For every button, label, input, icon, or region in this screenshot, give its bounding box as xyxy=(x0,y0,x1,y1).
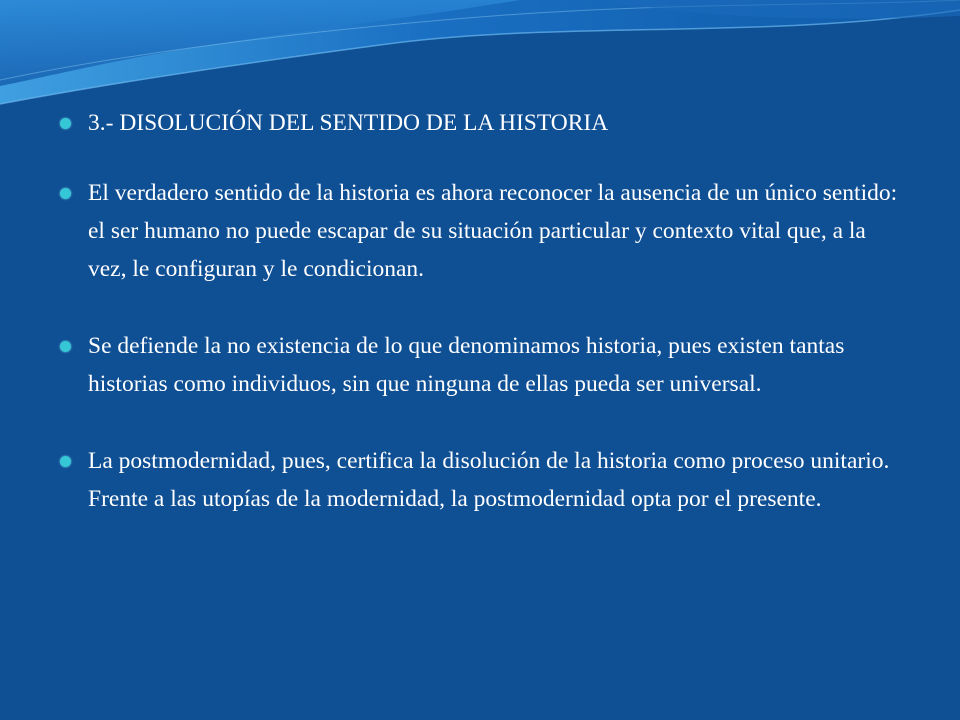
round-bullet-icon xyxy=(60,456,71,467)
bullet-heading xyxy=(60,104,910,142)
bullet-item-2 xyxy=(60,327,910,403)
header-wave-decoration xyxy=(0,0,960,120)
bullet-item-text: Se defiende la no existencia de lo que denominamos historia, pues existen tantas historias como individuos, sin que ninguna de ellas pueda ser universal. xyxy=(88,333,845,397)
round-bullet-icon xyxy=(60,188,71,199)
round-bullet-icon xyxy=(60,118,71,129)
bullet-item-3 xyxy=(60,442,910,518)
bullet-list xyxy=(60,104,910,518)
bullet-item-text: La postmodernidad, pues, certifica la disolución de la historia como proceso unitario. Frente a las utopías de la modernidad, la postmodernidad opta por el presente. xyxy=(88,448,890,512)
bullet-heading-text: 3.- DISOLUCIÓN DEL SENTIDO DE LA HISTORIA xyxy=(88,110,609,136)
round-bullet-icon xyxy=(60,341,71,352)
bullet-item-text: El verdadero sentido de la historia es ahora reconocer la ausencia de un único sentido: el ser humano no puede escapar de su situación particular y contexto vital que, a la vez, le configuran y le condicionan. xyxy=(88,180,898,282)
slide-content xyxy=(60,104,910,518)
bullet-item-1 xyxy=(60,174,910,288)
